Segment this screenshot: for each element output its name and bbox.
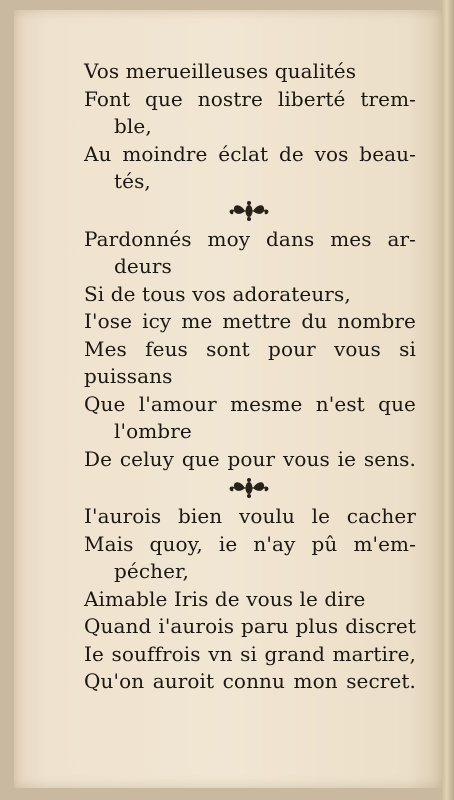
poem-line: pécher,: [114, 559, 189, 583]
fleuron-icon: [227, 200, 271, 222]
poem-line: tés,: [114, 169, 151, 193]
poem-line: Qu'on auroit connu mon secret.: [84, 669, 416, 693]
poem-line: I'aurois bien voulu le cacher: [84, 504, 416, 528]
poem-line: De celuy que pour vous ie sens.: [84, 446, 416, 471]
page-edge: [442, 0, 454, 800]
poem-line: Mais quoy, ie n'ay pû m'em-: [84, 531, 416, 556]
poem-line: Mes feus sont pour vous si: [84, 336, 416, 361]
poem-line: Quand i'aurois paru plus discret: [84, 614, 416, 638]
poem-line: Au moindre éclat de vos beau-: [84, 141, 416, 166]
poem-line: Que l'amour mesme n'est que: [84, 391, 416, 416]
poem-line: I'ose icy me mettre du nombre: [84, 309, 416, 333]
fleuron-ornament: [84, 473, 414, 503]
fleuron-icon: [227, 477, 271, 499]
fleuron-ornament: [84, 196, 414, 226]
poem-text: [84, 58, 424, 696]
poem-line: l'ombre: [114, 419, 192, 443]
poem-line: Ie souffrois vn si grand martire,: [84, 641, 416, 666]
poem-line: Vos merueilleuses qualités: [84, 59, 357, 83]
poem-line: Si de tous vos adorateurs,: [84, 281, 351, 306]
poem-line: ble,: [114, 114, 152, 138]
poem-line: Pardonnés moy dans mes ar-: [84, 226, 416, 251]
poem-line: Font que nostre liberté trem-: [84, 86, 416, 111]
poem-line: Aimable Iris de vous le dire: [84, 586, 366, 611]
poem-line: deurs: [114, 254, 172, 278]
poem-line: puissans: [84, 364, 173, 388]
